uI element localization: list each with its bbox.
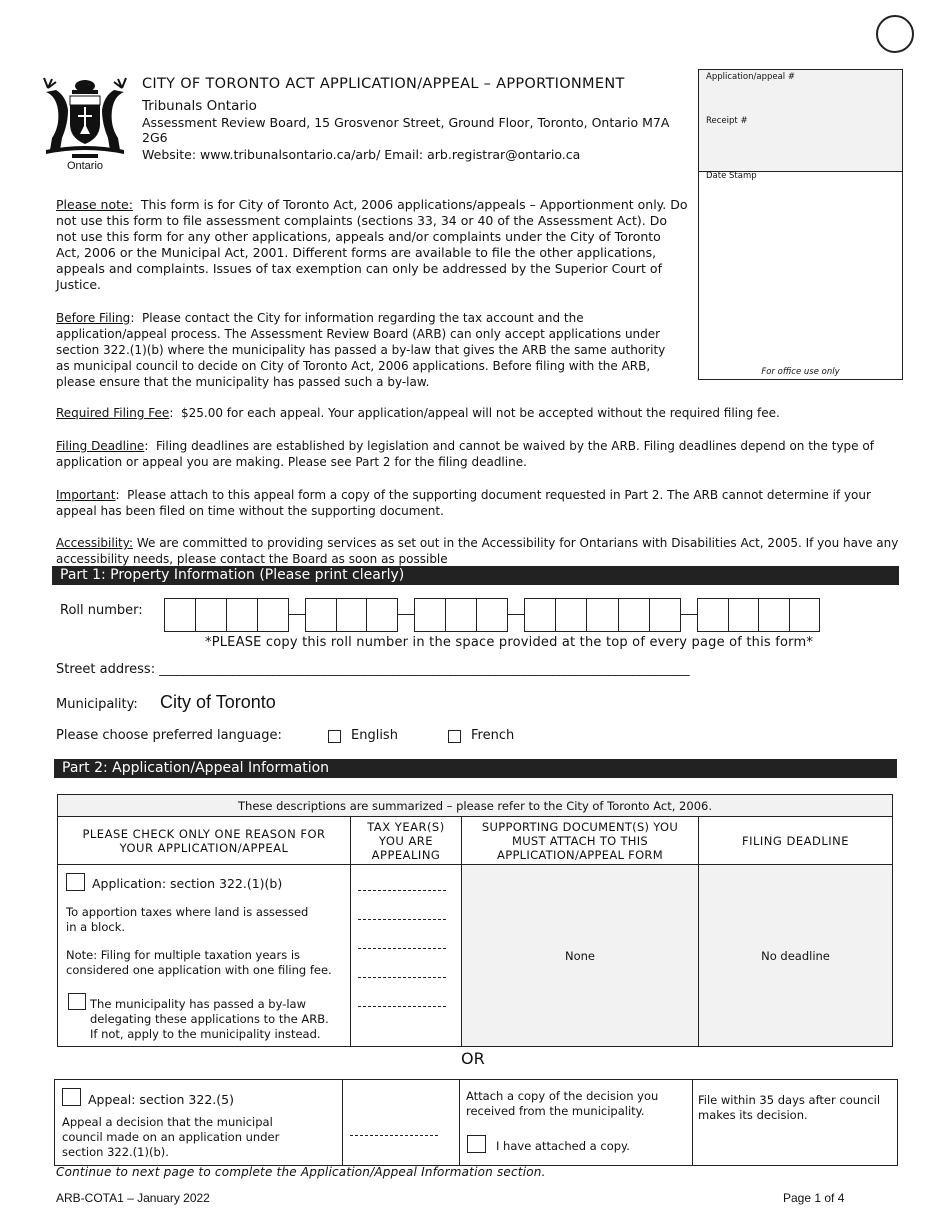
date-stamp-field — [699, 171, 902, 379]
tax-year-line-4[interactable] — [358, 977, 446, 978]
summary-text: These descriptions are summarized – please refer to the City of Toronto Act, 2006. — [238, 798, 712, 813]
office-use-note: For office use only — [761, 367, 840, 377]
accessibility-text: We are committed to providing services as set out in the Accessibility for Ontarians with Disabilities Act, 2005. If you have any accessibility needs, please contact the Board as soon as possible — [56, 536, 899, 566]
english-label: English — [351, 728, 398, 743]
row2-documents-text: Attach a copy of the decision you received from the municipality. — [466, 1089, 659, 1118]
decision-attached-checkbox[interactable] — [467, 1135, 486, 1153]
english-checkbox[interactable] — [328, 730, 341, 743]
municipality-value: City of Toronto — [160, 692, 276, 712]
appeal-322-5-checkbox[interactable] — [62, 1088, 81, 1106]
important-paragraph: Important: Please attach to this appeal form a copy of the supporting document requested in Part 2. The ARB cannot determine if your appeal has been filed on time without the supporting document. — [56, 488, 871, 518]
filing-fee-text: $25.00 for each appeal. Your application/appeal will not be accepted without the required filing fee. — [180, 406, 780, 420]
date-stamp-label: Date Stamp — [706, 171, 757, 181]
row1-title: Application: section 322.(1)(b) — [92, 876, 283, 891]
receipt-number-field[interactable] — [699, 116, 902, 172]
office-use-box — [698, 69, 903, 380]
filing-deadline-label: Filing Deadline — [56, 439, 145, 453]
col-deadline-header — [699, 817, 893, 865]
row1-documents-text: None — [564, 948, 595, 963]
application-322-1b-checkbox[interactable] — [66, 873, 85, 891]
bylaw-checkbox[interactable] — [68, 993, 86, 1010]
receipt-number-label: Receipt # — [706, 116, 748, 126]
website-email: Website: www.tribunalsontario.ca/arb/ Email: arb.registrar@ontario.ca — [142, 147, 581, 162]
municipality-label: Municipality: — [56, 697, 138, 712]
before-filing-paragraph: Before Filing: Please contact the City for information regarding the tax account and the application/appeal process. The Assessment Review Board (ARB) can only accept applications under section 322.(1)(b) where the municipality has passed a by-law that gives the ARB the same authority as municipal council to decide on City of Toronto Act, 2006 applications. Before filing with the ARB, please ensure that the municipality has passed such a by-law. — [56, 311, 666, 389]
row2-tax-year-cell[interactable] — [343, 1080, 460, 1166]
tax-year-line-3[interactable] — [358, 948, 446, 949]
col-reason-label: PLEASE CHECK ONLY ONE REASON FOR YOUR APPLICATION/APPEAL — [82, 826, 326, 855]
application-number-label: Application/appeal # — [706, 72, 795, 82]
row1-deadline-cell — [699, 865, 893, 1047]
board-address: Assessment Review Board, 15 Grosvenor Street, Ground Floor, Toronto, Ontario M7A 2G6 — [142, 115, 670, 145]
form-id: ARB-COTA1 – January 2022 — [56, 1191, 210, 1205]
row1-tax-year-cell[interactable] — [351, 865, 462, 1047]
filing-fee-paragraph: Required Filing Fee: $25.00 for each appeal. Your application/appeal will not be accepted without the required filing fee. — [56, 406, 780, 420]
row1-description: To apportion taxes where land is assessed in a block. — [66, 905, 309, 934]
language-label: Please choose preferred language: — [56, 728, 282, 743]
important-label: Important — [56, 488, 116, 502]
french-checkbox[interactable] — [448, 730, 461, 743]
please-note-text: This form is for City of Toronto Act, 2006 applications/appeals – Apportionment only. Do not use this form to file assessment complaints (sections 33, 34 or 40 of the Assessment Act). Do not use this form for any other applications, appeals and/or complaints under the City of Toronto Act, 2006 or the Municipal Act, 2001. Different forms are available to file the other applications, appeals and complaints. Issues of tax exemption can only be addressed by the Superior Court of Justice. — [56, 197, 688, 292]
col-reason-header — [58, 817, 351, 865]
logo-caption: Ontario — [66, 160, 104, 172]
continue-note: Continue to next page to complete the Application/Appeal Information section. — [56, 1165, 546, 1179]
street-address-line[interactable]: _____________________________________________________________________________________________ — [159, 662, 690, 676]
important-text: Please attach to this appeal form a copy of the supporting document requested in Part 2. The ARB cannot determine if your appeal has been filed on time without the supporting document. — [56, 488, 871, 518]
row2-description: Appeal a decision that the municipal council made on an application under section 322.(1)(b). — [62, 1115, 280, 1159]
filing-fee-label: Required Filing Fee — [56, 406, 170, 420]
or-separator: OR — [461, 1049, 485, 1068]
before-filing-label: Before Filing — [56, 311, 131, 325]
roll-group-3[interactable] — [414, 598, 508, 632]
roll-number-note: *PLEASE copy this roll number in the space provided at the top of every page of this form* — [205, 635, 814, 650]
please-note-paragraph — [56, 197, 688, 293]
form-title: CITY OF TORONTO ACT APPLICATION/APPEAL – APPORTIONMENT — [142, 76, 625, 92]
decision-attached-label: I have attached a copy. — [496, 1139, 630, 1153]
row1-bylaw-text: The municipality has passed a by-law delegating these applications to the ARB. If not, apply to the municipality instead. — [90, 997, 329, 1041]
roll-number-label: Roll number: — [60, 603, 143, 618]
row2-tax-year-line[interactable] — [350, 1135, 438, 1136]
filing-deadline-paragraph: Filing Deadline: Filing deadlines are established by legislation and cannot be waived by the ARB. Filing deadlines depend on the type of application or appeal you are making. Please see Part 2 for the filing deadline. — [56, 439, 874, 469]
row1-documents-cell — [462, 865, 699, 1047]
col-deadline-label: FILING DEADLINE — [742, 833, 849, 848]
tax-year-line-2[interactable] — [358, 919, 446, 920]
row1-note: Note: Filing for multiple taxation years is considered one application with one filing fee. — [66, 948, 332, 977]
ontario-coat-of-arms-logo — [42, 76, 128, 172]
please-note-label: Please note: — [56, 197, 133, 212]
street-address-label: Street address: — [56, 662, 160, 677]
row2-title: Appeal: section 322.(5) — [88, 1092, 234, 1107]
part1-heading: Part 1: Property Information (Please print clearly) — [52, 566, 899, 585]
street-address-row[interactable] — [56, 662, 689, 677]
tax-year-line-5[interactable] — [358, 1006, 446, 1007]
part2-heading: Part 2: Application/Appeal Information — [54, 759, 897, 778]
corner-circle — [876, 15, 914, 53]
col-documents-header — [462, 817, 699, 865]
roll-group-1[interactable] — [164, 598, 289, 632]
roll-group-5[interactable] — [697, 598, 820, 632]
accessibility-paragraph — [56, 535, 901, 567]
roll-group-4[interactable] — [524, 598, 681, 632]
page-number: Page 1 of 4 — [783, 1191, 845, 1205]
col-tax-year-header — [351, 817, 462, 865]
tax-year-line-1[interactable] — [358, 890, 446, 891]
org-name: Tribunals Ontario — [142, 98, 257, 114]
filing-deadline-text: Filing deadlines are established by legislation and cannot be waived by the ARB. Filing deadlines depend on the type of application or appeal you are making. Please see Part 2 for the filing deadline. — [56, 439, 874, 469]
summary-row — [58, 795, 893, 817]
col-tax-year-label: TAX YEAR(S) YOU ARE APPEALING — [367, 819, 445, 862]
row2-deadline-text: File within 35 days after council makes its decision. — [698, 1093, 881, 1122]
roll-group-2[interactable] — [305, 598, 398, 632]
col-documents-label: SUPPORTING DOCUMENT(S) YOU MUST ATTACH TO THIS APPLICATION/APPEAL FORM — [481, 819, 679, 862]
application-number-field[interactable] — [699, 70, 902, 117]
french-label: French — [471, 728, 515, 743]
before-filing-text: Please contact the City for information regarding the tax account and the application/appeal process. The Assessment Review Board (ARB) can only accept applications under section 322.(1)(b) where the municipality has passed a by-law that gives the ARB the same authority as municipal council to decide on City of Toronto Act, 2006 applications. Before filing with the ARB, please ensure that the municipality has passed such a by-law. — [56, 311, 666, 389]
accessibility-label: Accessibility: — [56, 536, 134, 550]
row1-deadline-text: No deadline — [761, 948, 830, 963]
